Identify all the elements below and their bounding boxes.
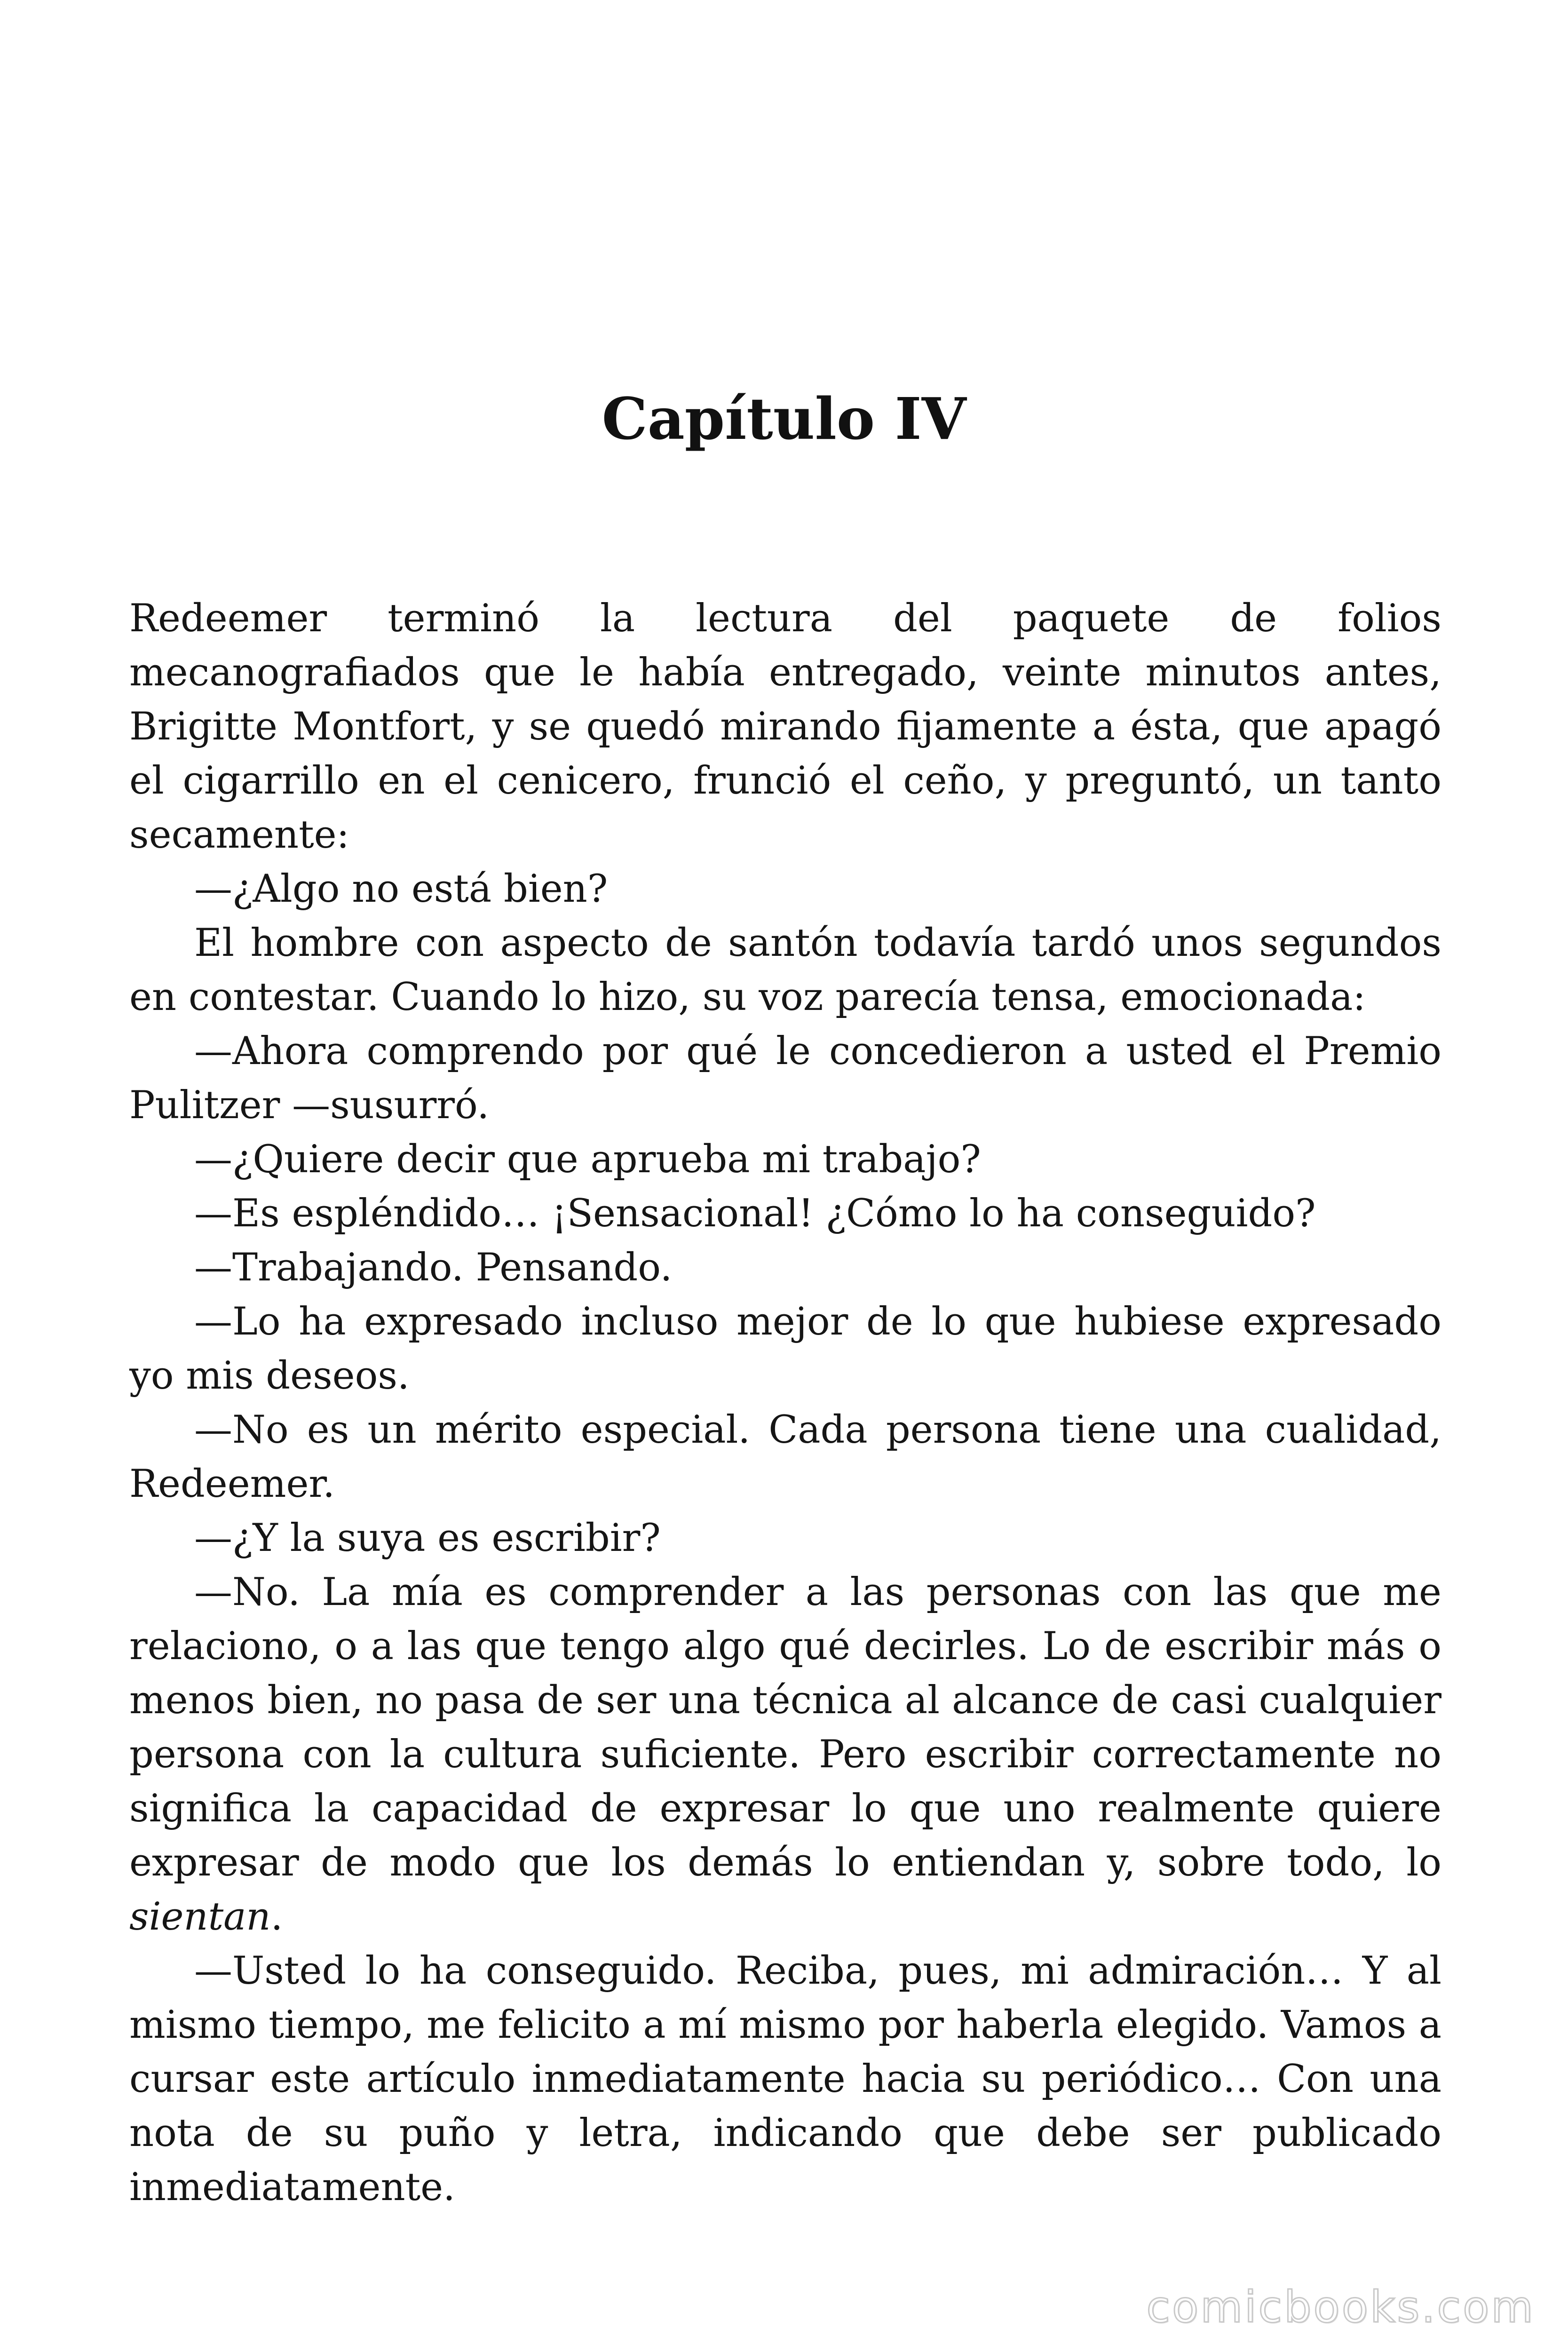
chapter-title: Capítulo IV [602, 385, 966, 453]
paragraph-10: —¿Y la suya es escribir? [194, 1516, 661, 1560]
paragraph-12: —Usted lo ha conseguido. Reciba, pues, mi admiración… Y al mismo tiempo, me felicito a mí mismo por haberla elegido. Vamos a cursar este artículo inmediatamente hacia su periódico… Con una nota de su puño y letra, indicando que debe ser publicado inmediatamente. [129, 1949, 1441, 2209]
paragraph-5: —¿Quiere decir que aprueba mi trabajo? [194, 1137, 981, 1182]
paragraph-11-period: . [270, 1895, 283, 1939]
paragraph-3: El hombre con aspecto de santón todavía tardó unos segundos en contestar. Cuando lo hizo, su voz parecía tensa, emocionada: [129, 921, 1441, 1019]
paragraph-11-text: —No. La mía es comprender a las personas con las que me relaciono, o a las que tengo algo qué decirles. Lo de escribir más o menos bien, no pasa de ser una técnica al alcance de casi cualquier persona con la cultura suficiente. Pero escribir correctamente no significa la capacidad de expresar lo que uno realmente quiere expresar de modo que los demás lo entiendan y, sobre todo, lo [129, 1570, 1441, 1885]
paragraph-4: —Ahora comprendo por qué le concedieron a usted el Premio Pulitzer —susurró. [129, 1029, 1441, 1128]
italic-emphasis: sientan [129, 1895, 271, 1939]
watermark-logo: comicbooks.com [1146, 2282, 1535, 2332]
paragraph-1: Redeemer terminó la lectura del paquete de folios mecanografiados que le había entregado, veinte minutos antes, Brigitte Montfort, y se quedó mirando fijamente a ésta, que apagó el cigarrillo en el cenicero, frunció el ceño, y preguntó, un tanto secamente: [129, 596, 1441, 857]
paragraph-9: —No es un mérito especial. Cada persona tiene una cualidad, Redeemer. [129, 1408, 1441, 1506]
paragraph-11 [129, 1565, 1441, 1944]
paragraph-2: —¿Algo no está bien? [194, 867, 608, 911]
paragraph-8: —Lo ha expresado incluso mejor de lo que hubiese expresado yo mis deseos. [129, 1300, 1441, 1398]
paragraph-7: —Trabajando. Pensando. [194, 1246, 673, 1290]
chapter-body [129, 592, 1441, 2215]
paragraph-6: —Es espléndido… ¡Sensacional! ¿Cómo lo ha conseguido? [194, 1192, 1316, 1236]
